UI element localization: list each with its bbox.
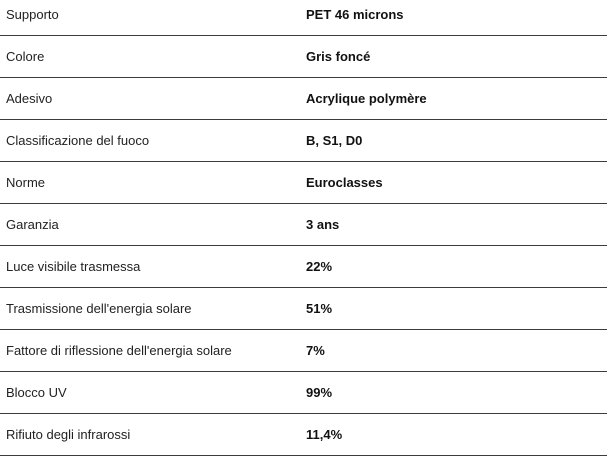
table-row: [0, 0, 607, 36]
spec-value: 51%: [306, 301, 333, 316]
table-row: [0, 330, 607, 372]
spec-label: Rifiuto degli infrarossi: [6, 427, 131, 442]
spec-value: PET 46 microns: [306, 7, 404, 22]
table-row: [0, 372, 607, 414]
table-row: [0, 120, 607, 162]
spec-label: Colore: [6, 49, 45, 64]
spec-label: Garanzia: [6, 217, 59, 232]
table-row: [0, 246, 607, 288]
spec-label: Norme: [6, 175, 46, 190]
spec-value: 22%: [306, 259, 333, 274]
spec-label: Trasmissione dell'energia solare: [6, 301, 192, 316]
table-row: [0, 414, 607, 456]
table-row: [0, 78, 607, 120]
spec-value: 7%: [306, 343, 325, 358]
table-row: [0, 162, 607, 204]
spec-label: Blocco UV: [6, 385, 67, 400]
spec-value: Euroclasses: [306, 175, 383, 190]
spec-value: Gris foncé: [306, 49, 371, 64]
spec-value: 3 ans: [306, 217, 340, 232]
spec-label: Fattore di riflessione dell'energia solare: [6, 343, 232, 358]
table-row: [0, 204, 607, 246]
spec-value: 99%: [306, 385, 333, 400]
spec-label: Adesivo: [6, 91, 53, 106]
spec-label: Luce visibile trasmessa: [6, 259, 141, 274]
spec-value: Acrylique polymère: [306, 91, 427, 106]
table-row: [0, 288, 607, 330]
table-row: [0, 36, 607, 78]
spec-label: Classificazione del fuoco: [6, 133, 150, 148]
spec-value: B, S1, D0: [306, 133, 363, 148]
spec-value: 11,4%: [306, 427, 343, 442]
spec-label: Supporto: [6, 7, 59, 22]
